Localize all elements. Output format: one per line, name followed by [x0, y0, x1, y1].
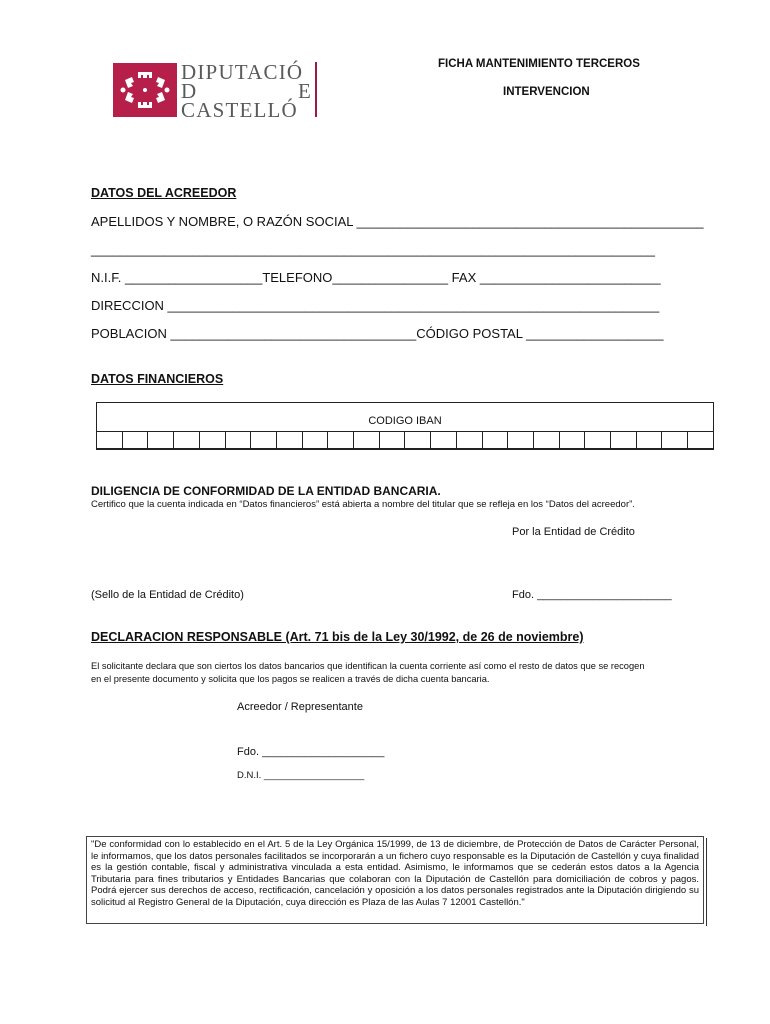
notice-box-shadow	[706, 838, 707, 926]
bank-heading: DILIGENCIA DE CONFORMIDAD DE LA ENTIDAD BANCARIA.	[91, 484, 441, 498]
declaration-dni-field[interactable]: D.N.I. ___________________	[237, 770, 365, 781]
declaration-text-line1: El solicitante declara que son ciertos los datos bancarios que identifican la cuenta corriente así como el resto de datos que se recogen	[91, 661, 645, 671]
declaration-text-line2: en el presente documento y solicita que los pagos se realicen a través de dicha cuenta bancaria.	[91, 674, 490, 684]
iban-cell[interactable]	[327, 431, 353, 450]
iban-cell[interactable]	[122, 431, 148, 450]
address-field[interactable]: DIRECCION ____________________________________________________________________	[91, 298, 660, 313]
form-subtitle: INTERVENCION	[503, 86, 590, 98]
bank-signature-field[interactable]: Fdo. ______________________	[512, 589, 672, 601]
iban-cell[interactable]	[636, 431, 662, 450]
city-postal-fields[interactable]: POBLACION __________________________________CÓDIGO POSTAL ___________________	[91, 326, 664, 341]
iban-cell[interactable]	[533, 431, 559, 450]
iban-cell[interactable]	[559, 431, 585, 450]
logo-text-line3: CASTELLÓ	[181, 98, 298, 122]
iban-cells	[96, 431, 714, 450]
creditor-heading: DATOS DEL ACREEDOR	[91, 186, 237, 200]
declaration-heading: DECLARACION RESPONSABLE (Art. 71 bis de la Ley 30/1992, de 26 de noviembre)	[91, 630, 584, 644]
iban-table	[96, 402, 714, 449]
iban-cell[interactable]	[687, 431, 714, 450]
iban-cell[interactable]	[584, 431, 610, 450]
declaration-role-label: Acreedor / Representante	[237, 701, 363, 713]
logo-text-line2-right: E	[298, 79, 313, 103]
iban-cell[interactable]	[276, 431, 302, 450]
name-field[interactable]: APELLIDOS Y NOMBRE, O RAZÓN SOCIAL ________________________________________________	[91, 214, 704, 229]
iban-cell[interactable]	[610, 431, 636, 450]
iban-cell[interactable]	[199, 431, 225, 450]
iban-cell[interactable]	[507, 431, 533, 450]
iban-cell[interactable]	[147, 431, 173, 450]
diputacio-logo-emblem	[113, 63, 177, 117]
bank-entity-label: Por la Entidad de Crédito	[512, 526, 635, 538]
declaration-signature-field[interactable]: Fdo. ____________________	[237, 746, 385, 758]
iban-cell[interactable]	[302, 431, 328, 450]
iban-cell[interactable]	[379, 431, 405, 450]
logo-text-line2-left: D	[181, 79, 198, 103]
iban-cell[interactable]	[225, 431, 251, 450]
iban-cell[interactable]	[96, 431, 122, 450]
iban-cell[interactable]	[661, 431, 687, 450]
iban-cell[interactable]	[430, 431, 456, 450]
data-protection-notice: "De conformidad con lo establecido en el Art. 5 de la Ley Orgánica 15/1999, de 13 de diciembre, de Protección de Datos de Carácter Personal, le informamos, que los datos personales facilitados se incorporarán a un fichero cuyo responsable es la Diputación de Castellón y cuya finalidad es la gestión contable, fiscal y administrativa vinculada a esta entidad. Asimismo, le informamos que se cederán estos datos a la Agencia Tributaria para fines tributarios y Entidades Bancarias que colaboran con la Diputación de Castellón para domiciliación de cobros y pagos. Podrá ejercer sus derechos de acceso, rectificación, cancelación y oposición a los datos personales registrados ante la Diputación dirigiendo su solicitud al Registro General de la Diputación, cuya dirección es Plaza de las Aulas 7 12001 Castellón."	[86, 836, 704, 924]
bank-certification-text: Certifico que la cuenta indicada en “Datos financieros” está abierta a nombre del titular que se refleja en los “Datos del acreedor”.	[91, 499, 635, 510]
iban-cell[interactable]	[353, 431, 379, 450]
iban-cell[interactable]	[250, 431, 276, 450]
nif-phone-fax-fields[interactable]: N.I.F. ___________________TELEFONO________________ FAX _________________________	[91, 270, 661, 285]
bank-seal-label: (Sello de la Entidad de Crédito)	[91, 589, 244, 601]
logo-divider-bar	[315, 62, 317, 117]
form-title: FICHA MANTENIMIENTO TERCEROS	[438, 58, 640, 70]
logo-text-line1: DIPUTACIÓ	[181, 60, 304, 84]
iban-cell[interactable]	[482, 431, 508, 450]
iban-cell[interactable]	[456, 431, 482, 450]
iban-label: CODIGO IBAN	[368, 415, 442, 427]
financial-heading: DATOS FINANCIEROS	[91, 372, 224, 386]
name-field-line2[interactable]: ______________________________________________________________________________	[91, 242, 655, 257]
iban-cell[interactable]	[173, 431, 199, 450]
iban-cell[interactable]	[404, 431, 430, 450]
